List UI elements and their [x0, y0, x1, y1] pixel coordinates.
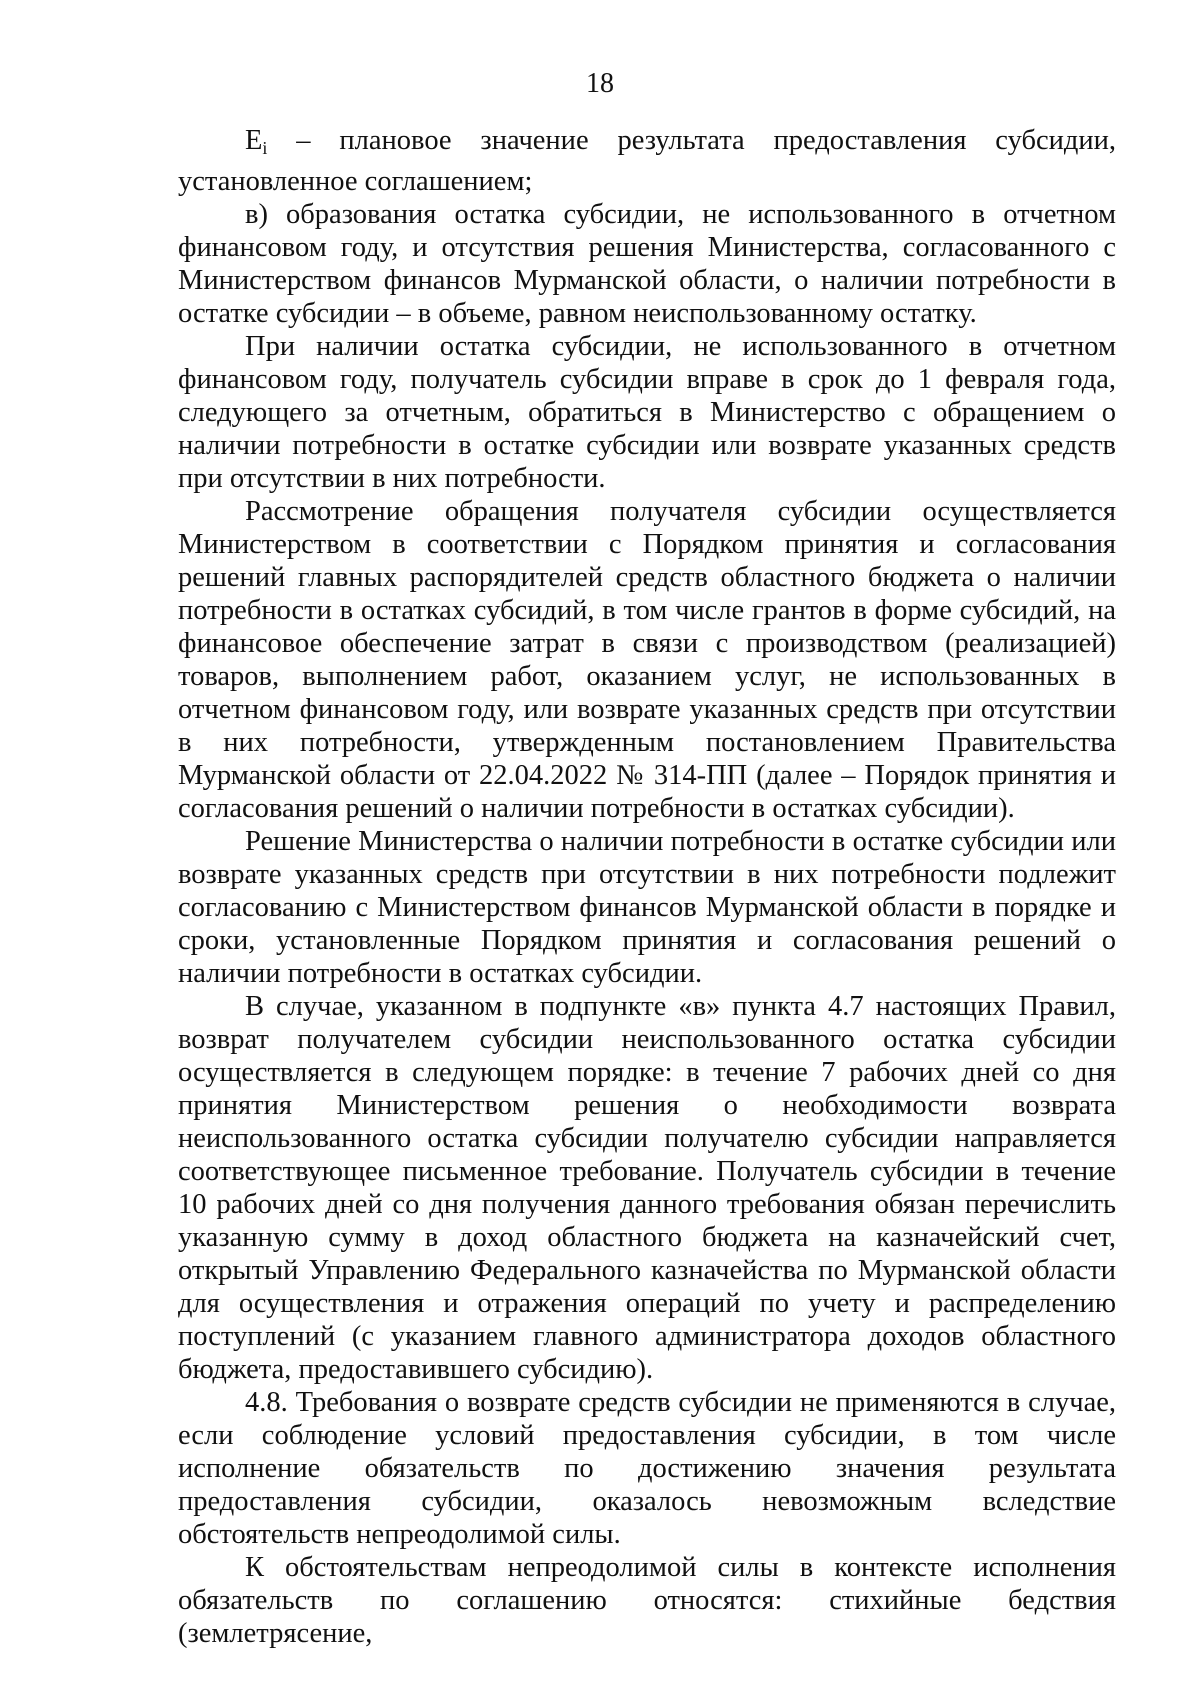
paragraph: При наличии остатка субсидии, не использованного в отчетном финансовом году, получатель субсидии вправе в срок до 1 февраля года, следующего за отчетным, обратиться в Министерство с обращением о наличии потребности в остатке субсидии или возврате указанных средств при отсутствии в них потребности. — [178, 331, 1116, 494]
formula-subscript: i — [262, 138, 268, 158]
paragraph: В случае, указанном в подпункте «в» пункта 4.7 настоящих Правил, возврат получателем субсидии неиспользованного остатка субсидии осуществляется в следующем порядке: в течение 7 рабочих дней со дня принятия Министерством решения о необходимости возврата неиспользованного остатка субсидии получателю субсидии направляется соответствующее письменное требование. Получатель субсидии в течение 10 рабочих дней со дня получения данного требования обязан перечислить указанную сумму в доход областного бюджета на казначейский счет, открытый Управлению Федерального казначейства по Мурманской области для осуществления и отражения операций по учету и распределению поступлений (с указанием главного администратора доходов областного бюджета, предоставившего субсидию). — [178, 991, 1116, 1385]
paragraph: Рассмотрение обращения получателя субсидии осуществляется Министерством в соответствии с Порядком принятия и согласования решений главных распорядителей средств областного бюджета о наличии потребности в остатках субсидий, в том числе грантов в форме субсидий, на финансовое обеспечение затрат в связи с производством (реализацией) товаров, выполнением работ, оказанием услуг, не использованных в отчетном финансовом году, или возврате указанных средств при отсутствии в них потребности, утвержденным постановлением Правительства Мурманской области от 22.04.2022 № 314-ПП (далее – Порядок принятия и согласования решений о наличии потребности в остатках субсидии). — [178, 496, 1116, 824]
formula-symbol: E — [245, 125, 263, 156]
paragraph: в) образования остатка субсидии, не использованного в отчетном финансовом году, и отсутствия решения Министерства, согласованного с Министерством финансов Мурманской области, о наличии потребности в остатке субсидии – в объеме, равном неиспользованному остатку. — [178, 199, 1116, 329]
formula-description: – плановое значение результата предоставления субсидии, установленное соглашением; — [178, 125, 1116, 197]
document-body — [178, 124, 1116, 1650]
formula-variable-definition — [178, 124, 1116, 198]
page-number: 18 — [586, 68, 614, 99]
paragraph: 4.8. Требования о возврате средств субсидии не применяются в случае, если соблюдение условий предоставления субсидии, в том числе исполнение обязательств по достижению значения результата предоставления субсидии, оказалось невозможным вследствие обстоятельств непреодолимой силы. — [178, 1387, 1116, 1550]
paragraph: К обстоятельствам непреодолимой силы в контексте исполнения обязательств по соглашению относятся: стихийные бедствия (землетрясение, — [178, 1552, 1116, 1649]
paragraph: Решение Министерства о наличии потребности в остатке субсидии или возврате указанных средств при отсутствии в них потребности подлежит согласованию с Министерством финансов Мурманской области в порядке и сроки, установленные Порядком принятия и согласования решений о наличии потребности в остатках субсидии. — [178, 826, 1116, 989]
